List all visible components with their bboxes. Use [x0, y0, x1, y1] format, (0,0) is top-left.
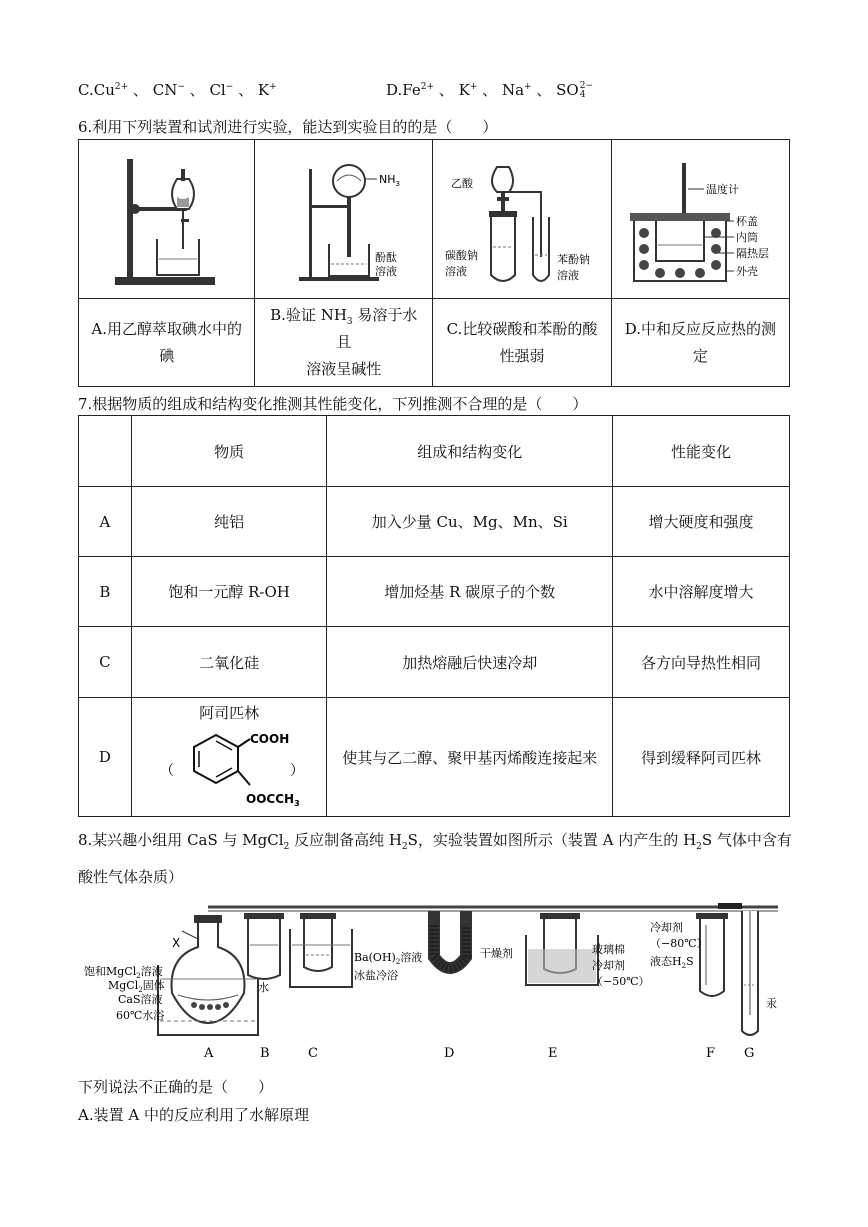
close-paren: ） [290, 763, 305, 779]
a-label-1: 饱和MgCl$_2$溶液 [84, 965, 163, 980]
row-option: A [79, 487, 132, 557]
inner-cup-label: 内筒 [736, 231, 759, 244]
row-property: 各方向导热性相同 [612, 627, 789, 698]
q8-option-a: A.装置 A 中的反应利用了水解原理 [78, 1106, 309, 1124]
row-property: 得到缓释阿司匹林 [612, 698, 789, 817]
sodium-phenoxide-label-2: 溶液 [556, 268, 579, 282]
letter-f: F [706, 1046, 716, 1061]
row-substance: 饱和一元醇 R-OH [131, 557, 327, 627]
q7-header-blank [79, 416, 132, 487]
q6-option-d: D.中和反应反应热的测 定 [611, 299, 789, 387]
row-change: 加热熔融后快速冷却 [327, 627, 613, 698]
row-option: C [79, 627, 132, 698]
letter-c: C [308, 1046, 318, 1061]
coolant-label-e: 冷却剂 [592, 959, 625, 972]
row-property: 水中溶解度增大 [612, 557, 789, 627]
insulation-label: 隔热层 [736, 247, 770, 260]
nh3-label: $NH_3$ [378, 173, 400, 188]
q6-option-a: A.用乙醇萃取碘水中的 碘 [79, 299, 255, 387]
ba-oh2-label: $Ba(OH)_2$溶液 [354, 951, 423, 966]
sodium-carbonate-label-1: 碳酸钠 [444, 248, 478, 262]
a-label-3: CaS溶液 [118, 993, 163, 1006]
lid-label: 杯盖 [736, 215, 759, 228]
mercury-label: 汞 [766, 997, 777, 1010]
sodium-phenoxide-label-1: 苯酚钠 [556, 252, 590, 266]
indicator-label-2: 溶液 [374, 265, 397, 278]
glass-wool-label: 玻璃棉 [592, 943, 625, 956]
coolant-temp-e: （−50℃） [592, 975, 650, 988]
acetic-acid-label: 乙酸 [450, 176, 473, 190]
row-change: 增加烃基 R 碳原子的个数 [327, 557, 613, 627]
ice-bath-label: 冰盐冷浴 [354, 969, 398, 982]
separatory-funnel-figure [107, 149, 227, 289]
row-substance: 纯铝 [131, 487, 327, 557]
letter-a: A [204, 1046, 214, 1061]
ester-label: $OOCCH_3$ [246, 792, 300, 808]
row-change: 加入少量 Cu、Mg、Mn、Si [327, 487, 613, 557]
q7-header-property: 性能变化 [612, 416, 789, 487]
q6-figure-a [79, 140, 255, 299]
aspirin-structure [154, 725, 304, 813]
table-row [79, 557, 790, 627]
q7-table [78, 415, 790, 817]
a-label-4: 60℃水浴 [116, 1009, 165, 1022]
thermometer-label: 温度计 [706, 183, 740, 196]
coolant-label-f: 冷却剂 [650, 921, 683, 934]
sodium-carbonate-label-2: 溶液 [444, 264, 467, 278]
letter-d: D [444, 1046, 455, 1061]
row-substance-aspirin [131, 698, 327, 817]
q6-figure-c [433, 140, 612, 299]
table-row [79, 698, 790, 817]
letter-e: E [548, 1046, 558, 1061]
x-label: X [172, 936, 181, 950]
row-substance: 二氧化硅 [131, 627, 327, 698]
q6-option-b: B.验证 $NH_3$ 易溶于水且 溶液呈碱性 [255, 299, 433, 387]
letter-g: G [744, 1046, 755, 1061]
outer-shell-label: 外壳 [736, 265, 759, 278]
table-row [79, 487, 790, 557]
row-option: B [79, 557, 132, 627]
q5-option-c: $C.Cu^{2+}$ 、 CN− 、 Cl− 、 K+ [78, 81, 277, 99]
q6-option-c: C.比较碳酸和苯酚的酸 性强弱 [433, 299, 612, 387]
indicator-label-1: 酚酞 [374, 251, 397, 264]
q5-option-d: $D.Fe^{2+}$ 、 K+ 、 Na+ 、 SO 2− 4 [386, 81, 593, 100]
calorimeter-figure [620, 149, 780, 289]
h2s-apparatus-figure [78, 895, 790, 1065]
row-property: 增大硬度和强度 [612, 487, 789, 557]
q7-stem: 7.根据物质的组成和结构变化推测其性能变化，下列推测不合理的是（ ） [78, 395, 588, 413]
coolant-temp-f: （−80℃） [650, 937, 708, 950]
q7-header-change: 组成和结构变化 [327, 416, 613, 487]
water-label: 水 [258, 981, 269, 994]
open-paren: （ [160, 763, 175, 779]
q6-figure-d [611, 140, 789, 299]
acid-strength-figure [437, 147, 607, 292]
q6-figure-b [255, 140, 433, 299]
desiccant-label: 干燥剂 [480, 947, 513, 960]
cooh-label: COOH [250, 732, 290, 746]
letter-b: B [260, 1046, 270, 1061]
q6-table [78, 139, 790, 387]
row-option: D [79, 698, 132, 817]
liquid-h2s-label: 液态$H_2S$ [650, 955, 694, 970]
fountain-experiment-figure [269, 149, 419, 289]
aspirin-label: 阿司匹林 [199, 704, 260, 722]
q7-header-substance: 物质 [131, 416, 327, 487]
table-row [79, 627, 790, 698]
row-change: 使其与乙二醇、聚甲基丙烯酸连接起来 [327, 698, 613, 817]
q6-stem: 6.利用下列装置和试剂进行实验，能达到实验目的的是（ ） [78, 118, 498, 136]
a-label-2: MgCl$_2$固体 [108, 979, 165, 994]
q8-question: 下列说法不正确的是（ ） [78, 1078, 274, 1096]
q8-stem-line1: 8.某兴趣小组用 CaS 与 MgCl$_2$ 反应制备高纯 $H_2S$，实验装置如图所示（装置 A 内产生的 $H_2S$ 气体中含有 [78, 831, 792, 852]
q8-stem-line2: 酸性气体杂质） [78, 868, 184, 886]
